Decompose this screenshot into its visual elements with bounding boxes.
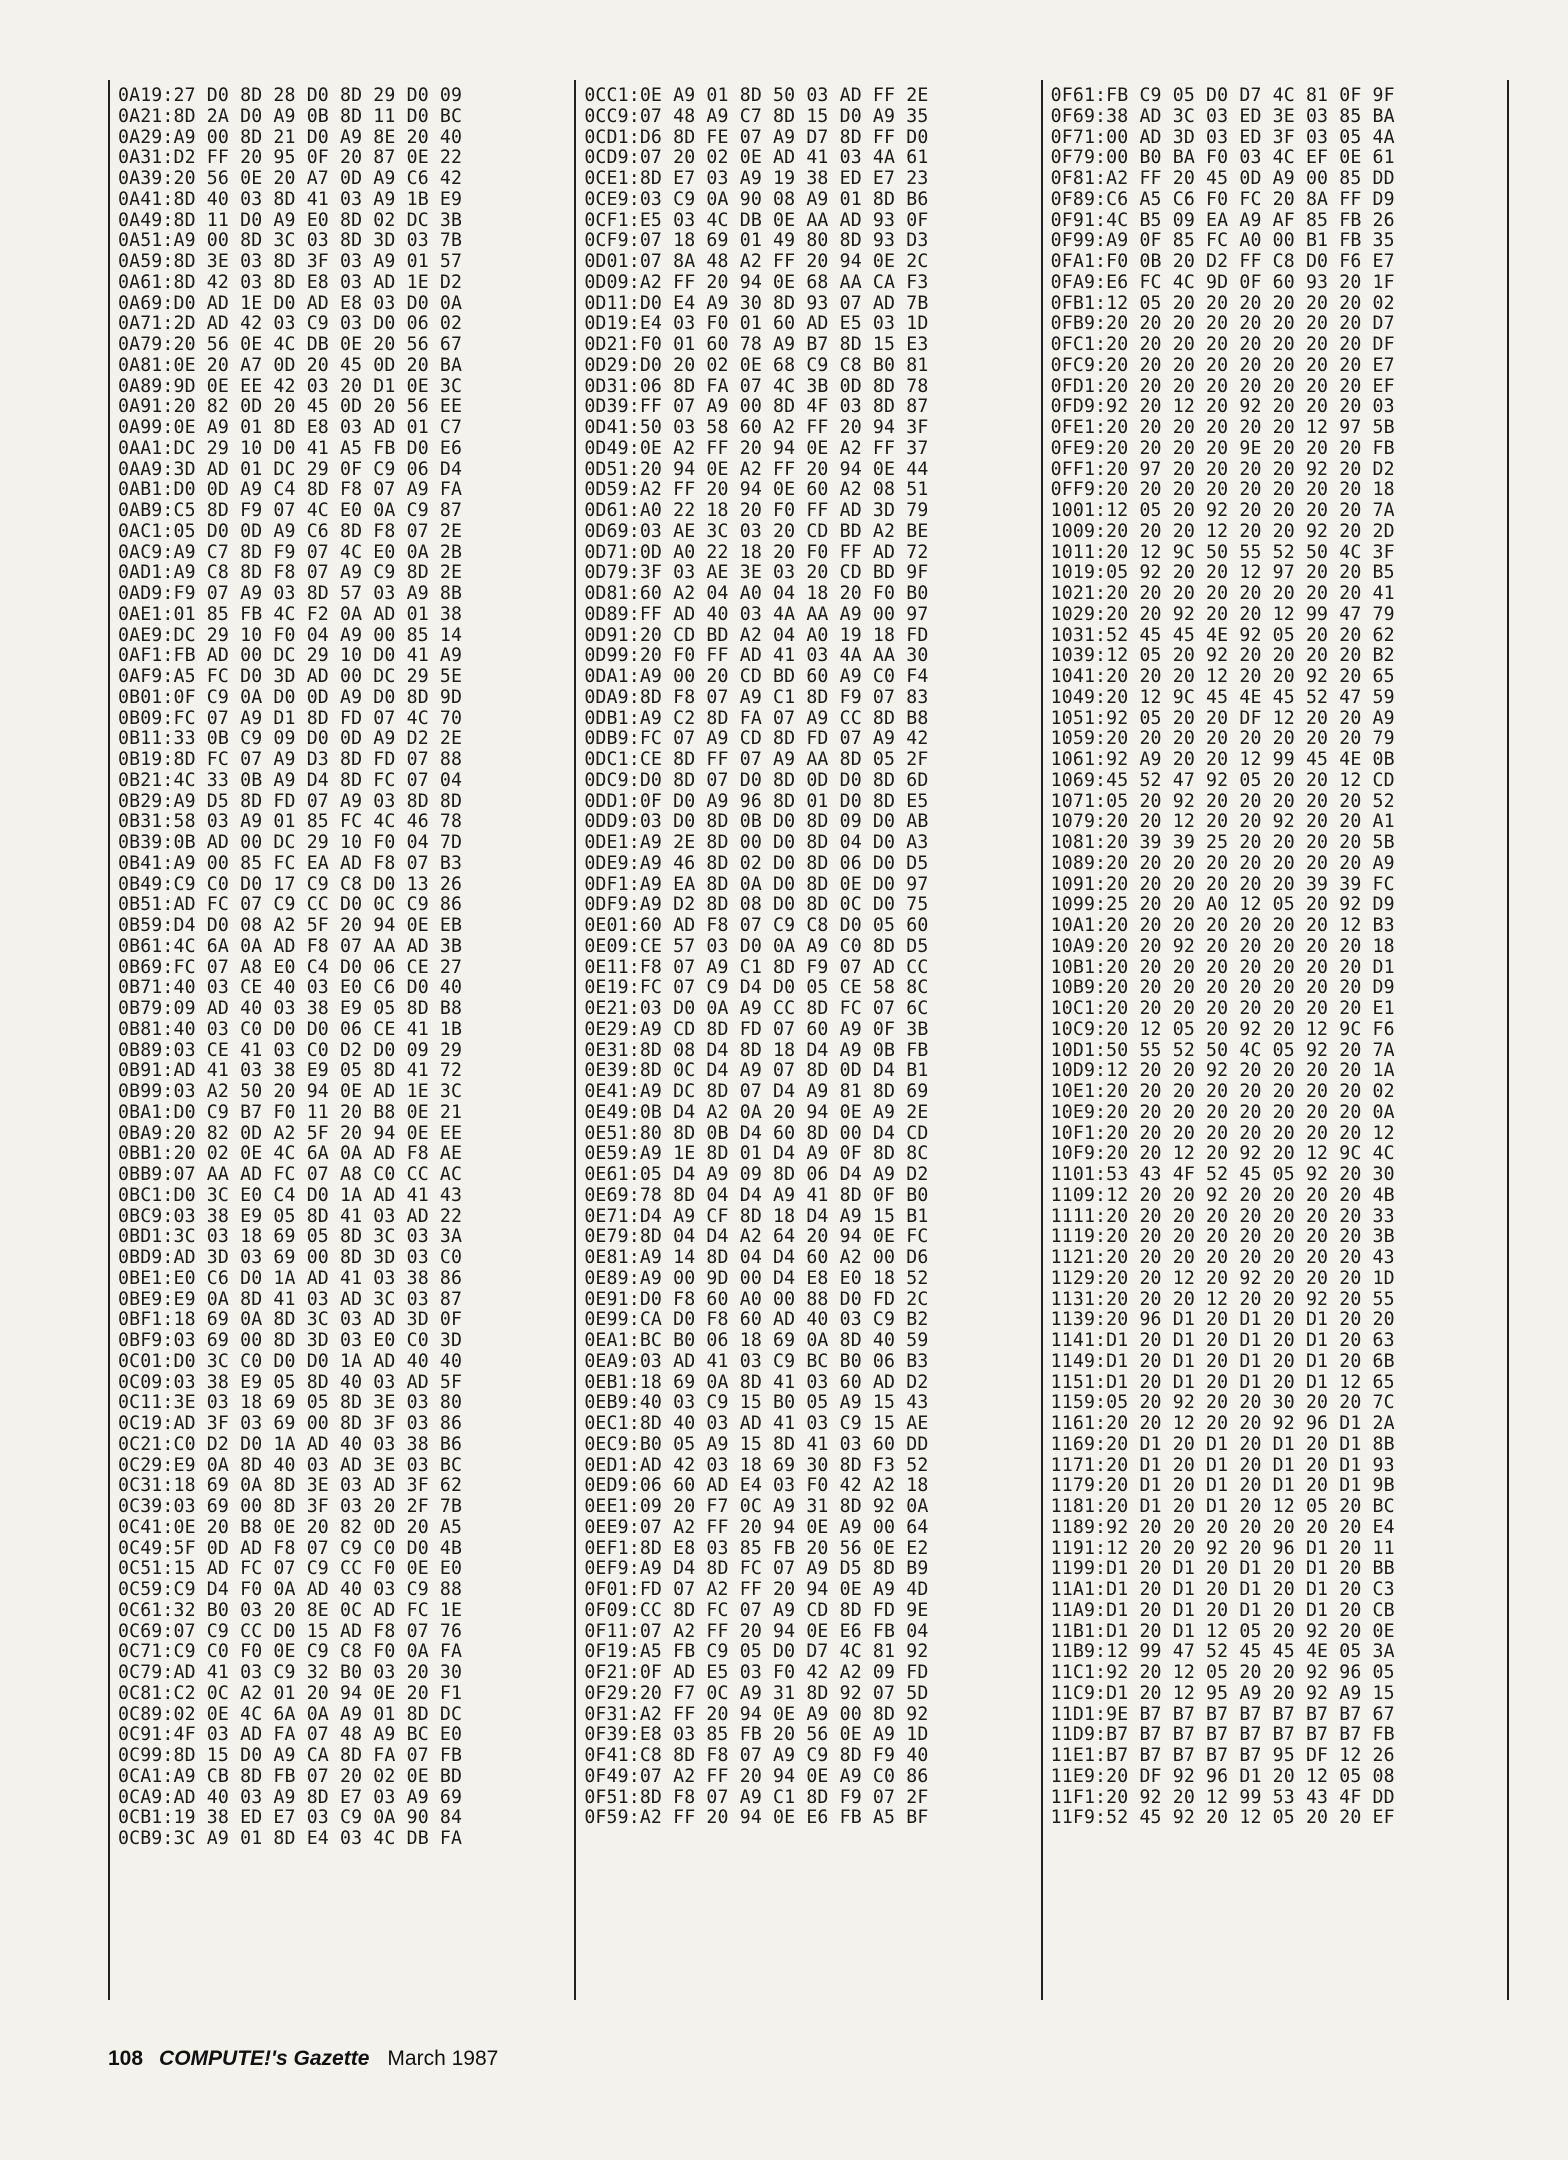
listing-line: 0E41:A9 DC 8D 07 D4 A9 81 8D 69 — [584, 1081, 929, 1102]
listing-line: 0E49:0B D4 A2 0A 20 94 0E A9 2E — [584, 1101, 929, 1123]
listing-line: 0EC9:B0 05 A9 15 8D 41 03 60 DD — [584, 1433, 929, 1455]
listing-line: 0A49:8D 11 D0 A9 E0 8D 02 DC 3B — [118, 209, 463, 231]
listing-line: 0CD1:D6 8D FE 07 A9 D7 8D FF D0 — [584, 126, 929, 148]
listing-line: 0D61:A0 22 18 20 F0 FF AD 3D 79 — [584, 500, 929, 521]
listing-line: 0C01:D0 3C C0 D0 D0 1A AD 40 40 — [118, 1350, 463, 1372]
listing-line: 11D9:B7 B7 B7 B7 B7 B7 B7 B7 FB — [1050, 1724, 1395, 1746]
listing-line: 0AE9:DC 29 10 F0 04 A9 00 85 14 — [118, 624, 463, 646]
listing-line: 0C91:4F 03 AD FA 07 48 A9 BC E0 — [118, 1724, 463, 1746]
listing-line: 11B9:12 99 47 52 45 45 4E 05 3A — [1050, 1641, 1395, 1663]
page-footer — [108, 2047, 498, 2071]
listing-line: 0F81:A2 FF 20 45 0D A9 00 85 DD — [1050, 168, 1395, 189]
listing-line: 0CE9:03 C9 0A 90 08 A9 01 8D B6 — [584, 188, 929, 210]
listing-line: 0F29:20 F7 0C A9 31 8D 92 07 5D — [584, 1682, 929, 1704]
listing-line: 0BA9:20 82 0D A2 5F 20 94 0E EE — [118, 1122, 463, 1144]
listing-line: 0BF1:18 69 0A 8D 3C 03 AD 3D 0F — [118, 1309, 463, 1331]
listing-line: 0A21:8D 2A D0 A9 0B 8D 11 D0 BC — [118, 105, 463, 127]
listing-line: 1179:20 D1 20 D1 20 D1 20 D1 9B — [1050, 1475, 1395, 1497]
listing-line: 0CA1:A9 CB 8D FB 07 20 02 0E BD — [118, 1765, 463, 1787]
listing-line: 0C89:02 0E 4C 6A 0A A9 01 8D DC — [118, 1703, 463, 1725]
listing-line: 1129:20 20 12 20 92 20 20 20 1D — [1050, 1267, 1395, 1289]
listing-line: 0D69:03 AE 3C 03 20 CD BD A2 BE — [584, 520, 929, 542]
listing-line: 0A51:A9 00 8D 3C 03 8D 3D 03 7B — [118, 230, 463, 252]
listing-line: 0C69:07 C9 CC D0 15 AD F8 07 76 — [118, 1620, 463, 1642]
listing-line: 0DA1:A9 00 20 CD BD 60 A9 C0 F4 — [584, 666, 929, 687]
listing-line: 0E31:8D 08 D4 8D 18 D4 A9 0B FB — [584, 1039, 929, 1061]
listing-line: 1021:20 20 20 20 20 20 20 20 41 — [1050, 583, 1395, 604]
listing-line: 1091:20 20 20 20 20 20 39 39 FC — [1050, 873, 1395, 895]
listing-line: 1139:20 96 D1 20 D1 20 D1 20 20 — [1050, 1309, 1395, 1331]
listing-line: 0D29:D0 20 02 0E 68 C9 C8 B0 81 — [584, 354, 929, 376]
listing-line: 0A81:0E 20 A7 0D 20 45 0D 20 BA — [118, 354, 463, 376]
listing-line: 10B9:20 20 20 20 20 20 20 20 D9 — [1050, 977, 1395, 999]
listing-line: 1069:45 52 47 92 05 20 20 12 CD — [1050, 769, 1395, 791]
listing-line: 0A89:9D 0E EE 42 03 20 D1 0E 3C — [118, 375, 463, 397]
listing-line: 0C79:AD 41 03 C9 32 B0 03 20 30 — [118, 1662, 463, 1683]
listing-line: 0B81:40 03 C0 D0 D0 06 CE 41 1B — [118, 1018, 463, 1040]
listing-line: 1061:92 A9 20 20 12 99 45 4E 0B — [1050, 749, 1395, 770]
listing-line: 1079:20 20 12 20 20 92 20 20 A1 — [1050, 811, 1395, 833]
listing-line: 0B59:D4 D0 08 A2 5F 20 94 0E EB — [118, 915, 463, 936]
listing-line: 1199:D1 20 D1 20 D1 20 D1 20 BB — [1050, 1558, 1395, 1580]
listing-line: 1081:20 39 39 25 20 20 20 20 5B — [1050, 832, 1395, 853]
listing-line: 10C9:20 12 05 20 92 20 12 9C F6 — [1050, 1018, 1395, 1040]
listing-line: 1011:20 12 9C 50 55 52 50 4C 3F — [1050, 541, 1395, 563]
listing-line: 1099:25 20 20 A0 12 05 20 92 D9 — [1050, 894, 1395, 916]
listing-line: 0CC9:07 48 A9 C7 8D 15 D0 A9 35 — [584, 105, 929, 127]
listing-line: 0B91:AD 41 03 38 E9 05 8D 41 72 — [118, 1060, 463, 1082]
listing-line: 0A19:27 D0 8D 28 D0 8D 29 D0 09 — [118, 85, 463, 106]
listing-line: 0DC9:D0 8D 07 D0 8D 0D D0 8D 6D — [584, 769, 929, 791]
listing-line: 0F11:07 A2 FF 20 94 0E E6 FB 04 — [584, 1620, 929, 1642]
listing-line: 10F1:20 20 20 20 20 20 20 20 12 — [1050, 1122, 1395, 1144]
listing-line: 10D1:50 55 52 50 4C 05 92 20 7A — [1050, 1039, 1395, 1061]
listing-line: 0BB1:20 02 0E 4C 6A 0A AD F8 AE — [118, 1143, 463, 1165]
listing-line: 0F91:4C B5 09 EA A9 AF 85 FB 26 — [1050, 209, 1395, 231]
listing-line: 0BC1:D0 3C E0 C4 D0 1A AD 41 43 — [118, 1184, 463, 1206]
listing-line: 0FA9:E6 FC 4C 9D 0F 60 93 20 1F — [1050, 271, 1395, 293]
listing-line: 0F41:C8 8D F8 07 A9 C9 8D F9 40 — [584, 1745, 929, 1766]
listing-line: 0D31:06 8D FA 07 4C 3B 0D 8D 78 — [584, 375, 929, 397]
listing-line: 0C71:C9 C0 F0 0E C9 C8 F0 0A FA — [118, 1641, 463, 1663]
listing-line: 0B49:C9 C0 D0 17 C9 C8 D0 13 26 — [118, 873, 463, 895]
listing-line: 0D21:F0 01 60 78 A9 B7 8D 15 E3 — [584, 334, 929, 355]
listing-line: 0A91:20 82 0D 20 45 0D 20 56 EE — [118, 396, 463, 418]
listing-line: 0B89:03 CE 41 03 C0 D2 D0 09 29 — [118, 1039, 463, 1061]
listing-line: 0C41:0E 20 B8 0E 20 82 0D 20 A5 — [118, 1516, 463, 1538]
listing-line: 0B69:FC 07 A8 E0 C4 D0 06 CE 27 — [118, 956, 463, 978]
listing-line: 10E1:20 20 20 20 20 20 20 20 02 — [1050, 1081, 1395, 1102]
listing-line: 0BE1:E0 C6 D0 1A AD 41 03 38 86 — [118, 1267, 463, 1289]
listing-line: 0C29:E9 0A 8D 40 03 AD 3E 03 BC — [118, 1454, 463, 1476]
listing-line: 0A71:2D AD 42 03 C9 03 D0 06 02 — [118, 313, 463, 335]
listing-line: 0D09:A2 FF 20 94 0E 68 AA CA F3 — [584, 271, 929, 293]
listing-line: 0B29:A9 D5 8D FD 07 A9 03 8D 8D — [118, 790, 463, 812]
listing-line: 1029:20 20 92 20 20 12 99 47 79 — [1050, 603, 1395, 625]
listing-line: 0D99:20 F0 FF AD 41 03 4A AA 30 — [584, 645, 929, 667]
listing-line: 0A99:0E A9 01 8D E8 03 AD 01 C7 — [118, 417, 463, 438]
listing-line: 0D01:07 8A 48 A2 FF 20 94 0E 2C — [584, 251, 929, 272]
listing-line: 11B1:D1 20 D1 12 05 20 92 20 0E — [1050, 1620, 1395, 1642]
listing-line: 0CD9:07 20 02 0E AD 41 03 4A 61 — [584, 147, 929, 169]
listing-line: 1191:12 20 20 92 20 96 D1 20 11 — [1050, 1537, 1395, 1559]
listing-line: 0FB1:12 05 20 20 20 20 20 20 02 — [1050, 292, 1395, 314]
listing-line: 1109:12 20 20 92 20 20 20 20 4B — [1050, 1184, 1395, 1206]
listing-line: 0D51:20 94 0E A2 FF 20 94 0E 44 — [584, 458, 929, 480]
listing-line: 10D9:12 20 20 92 20 20 20 20 1A — [1050, 1060, 1395, 1082]
listing-line: 11C1:92 20 12 05 20 20 92 96 05 — [1050, 1662, 1395, 1683]
listing-line: 0A59:8D 3E 03 8D 3F 03 A9 01 57 — [118, 251, 463, 272]
listing-column-1 — [110, 80, 574, 2000]
listing-line: 0E01:60 AD F8 07 C9 C8 D0 05 60 — [584, 915, 929, 936]
listing-line: 1149:D1 20 D1 20 D1 20 D1 20 6B — [1050, 1350, 1395, 1372]
listing-line: 0A29:A9 00 8D 21 D0 A9 8E 20 40 — [118, 126, 463, 148]
listing-line: 11E1:B7 B7 B7 B7 B7 95 DF 12 26 — [1050, 1745, 1395, 1766]
listing-line: 0C21:C0 D2 D0 1A AD 40 03 38 B6 — [118, 1433, 463, 1455]
listing-line: 0BF9:03 69 00 8D 3D 03 E0 C0 3D — [118, 1330, 463, 1351]
listing-line: 0B79:09 AD 40 03 38 E9 05 8D B8 — [118, 998, 463, 1019]
listing-line: 0FC9:20 20 20 20 20 20 20 20 E7 — [1050, 354, 1395, 376]
listing-line: 0ED9:06 60 AD E4 03 F0 42 A2 18 — [584, 1475, 929, 1497]
listing-line: 0DE9:A9 46 8D 02 D0 8D 06 D0 D5 — [584, 852, 929, 874]
listing-line: 0E91:D0 F8 60 A0 00 88 D0 FD 2C — [584, 1288, 929, 1310]
listing-line: 0DF9:A9 D2 8D 08 D0 8D 0C D0 75 — [584, 894, 929, 916]
listing-line: 0B41:A9 00 85 FC EA AD F8 07 B3 — [118, 852, 463, 874]
listing-line: 0EC1:8D 40 03 AD 41 03 C9 15 AE — [584, 1413, 929, 1434]
listing-column-3 — [1041, 80, 1507, 2000]
listing-line: 0C99:8D 15 D0 A9 CA 8D FA 07 FB — [118, 1745, 463, 1766]
listing-line: 0AA9:3D AD 01 DC 29 0F C9 06 D4 — [118, 458, 463, 480]
listing-line: 0A41:8D 40 03 8D 41 03 A9 1B E9 — [118, 188, 463, 210]
listing-line: 11A9:D1 20 D1 20 D1 20 D1 20 CB — [1050, 1599, 1395, 1621]
listing-line: 0AB1:D0 0D A9 C4 8D F8 07 A9 FA — [118, 479, 463, 501]
listing-line: 0DD9:03 D0 8D 0B D0 8D 09 D0 AB — [584, 811, 929, 833]
listing-line: 0BB9:07 AA AD FC 07 A8 C0 CC AC — [118, 1164, 463, 1185]
listing-line: 0CF9:07 18 69 01 49 80 8D 93 D3 — [584, 230, 929, 252]
listing-line: 0B51:AD FC 07 C9 CC D0 0C C9 86 — [118, 894, 463, 916]
listing-line: 0F71:00 AD 3D 03 ED 3F 03 05 4A — [1050, 126, 1395, 148]
listing-line: 1121:20 20 20 20 20 20 20 20 43 — [1050, 1247, 1395, 1268]
listing-line: 0A61:8D 42 03 8D E8 03 AD 1E D2 — [118, 271, 463, 293]
listing-line: 0AC1:05 D0 0D A9 C6 8D F8 07 2E — [118, 520, 463, 542]
listing-line: 0AA1:DC 29 10 D0 41 A5 FB D0 E6 — [118, 437, 463, 459]
listing-line: 0E79:8D 04 D4 A2 64 20 94 0E FC — [584, 1226, 929, 1248]
listing-line: 11F9:52 45 92 20 12 05 20 20 EF — [1050, 1807, 1395, 1829]
listing-line: 0DC1:CE 8D FF 07 A9 AA 8D 05 2F — [584, 749, 929, 770]
listing-line: 0BC9:03 38 E9 05 8D 41 03 AD 22 — [118, 1205, 463, 1227]
listing-line: 10E9:20 20 20 20 20 20 20 20 0A — [1050, 1101, 1395, 1123]
listing-line: 0F09:CC 8D FC 07 A9 CD 8D FD 9E — [584, 1599, 929, 1621]
listing-line: 0FB9:20 20 20 20 20 20 20 20 D7 — [1050, 313, 1395, 335]
listing-line: 0BD9:AD 3D 03 69 00 8D 3D 03 C0 — [118, 1247, 463, 1268]
listing-line: 0D19:E4 03 F0 01 60 AD E5 03 1D — [584, 313, 929, 335]
listing-line: 0CF1:E5 03 4C DB 0E AA AD 93 0F — [584, 209, 929, 231]
listing-line: 0B01:0F C9 0A D0 0D A9 D0 8D 9D — [118, 686, 463, 708]
listing-line: 0E89:A9 00 9D 00 D4 E8 E0 18 52 — [584, 1267, 929, 1289]
listing-line: 0A79:20 56 0E 4C DB 0E 20 56 67 — [118, 334, 463, 355]
listing-line: 0E61:05 D4 A9 09 8D 06 D4 A9 D2 — [584, 1164, 929, 1185]
listing-line: 0FF1:20 97 20 20 20 20 92 20 D2 — [1050, 458, 1395, 480]
listing-line: 1059:20 20 20 20 20 20 20 20 79 — [1050, 728, 1395, 750]
magazine-title: COMPUTE!'s Gazette — [159, 2047, 370, 2070]
listing-line: 0DB9:FC 07 A9 CD 8D FD 07 A9 42 — [584, 728, 929, 750]
listing-line: 0C31:18 69 0A 8D 3E 03 AD 3F 62 — [118, 1475, 463, 1497]
listing-line: 0FC1:20 20 20 20 20 20 20 20 DF — [1050, 334, 1395, 355]
listing-line: 0BE9:E9 0A 8D 41 03 AD 3C 03 87 — [118, 1288, 463, 1310]
listing-line: 1089:20 20 20 20 20 20 20 20 A9 — [1050, 852, 1395, 874]
listing-column-2 — [574, 80, 1040, 2000]
listing-line: 0F01:FD 07 A2 FF 20 94 0E A9 4D — [584, 1579, 929, 1600]
listing-line: 0EE1:09 20 F7 0C A9 31 8D 92 0A — [584, 1496, 929, 1517]
listing-line: 0F59:A2 FF 20 94 0E E6 FB A5 BF — [584, 1807, 929, 1829]
listing-line: 0AD1:A9 C8 8D F8 07 A9 C9 8D 2E — [118, 562, 463, 584]
listing-line: 0CE1:8D E7 03 A9 19 38 ED E7 23 — [584, 168, 929, 189]
listing-line: 0A69:D0 AD 1E D0 AD E8 03 D0 0A — [118, 292, 463, 314]
listing-line: 1141:D1 20 D1 20 D1 20 D1 20 63 — [1050, 1330, 1395, 1351]
listing-line: 0D49:0E A2 FF 20 94 0E A2 FF 37 — [584, 437, 929, 459]
listing-line: 0C59:C9 D4 F0 0A AD 40 03 C9 88 — [118, 1579, 463, 1600]
listing-line: 0E69:78 8D 04 D4 A9 41 8D 0F B0 — [584, 1184, 929, 1206]
listing-line: 0E51:80 8D 0B D4 60 8D 00 D4 CD — [584, 1122, 929, 1144]
listing-line: 0AE1:01 85 FB 4C F2 0A AD 01 38 — [118, 603, 463, 625]
listing-line: 1071:05 20 92 20 20 20 20 20 52 — [1050, 790, 1395, 812]
listing-line: 0CC1:0E A9 01 8D 50 03 AD FF 2E — [584, 85, 929, 106]
listing-line: 0D59:A2 FF 20 94 0E 60 A2 08 51 — [584, 479, 929, 501]
listing-line: 0EE9:07 A2 FF 20 94 0E A9 00 64 — [584, 1516, 929, 1538]
listing-line: 0E59:A9 1E 8D 01 D4 A9 0F 8D 8C — [584, 1143, 929, 1165]
listing-line: 0C81:C2 0C A2 01 20 94 0E 20 F1 — [118, 1682, 463, 1704]
listing-line: 0FF9:20 20 20 20 20 20 20 20 18 — [1050, 479, 1395, 501]
listing-line: 0C09:03 38 E9 05 8D 40 03 AD 5F — [118, 1371, 463, 1393]
listing-line: 1051:92 05 20 20 DF 12 20 20 A9 — [1050, 707, 1395, 729]
listing-line: 0DA9:8D F8 07 A9 C1 8D F9 07 83 — [584, 686, 929, 708]
listing-line: 0ED1:AD 42 03 18 69 30 8D F3 52 — [584, 1454, 929, 1476]
listing-line: 1019:05 92 20 20 12 97 20 20 B5 — [1050, 562, 1395, 584]
listing-line: 0E39:8D 0C D4 A9 07 8D 0D D4 B1 — [584, 1060, 929, 1082]
listing-line: 0B21:4C 33 0B A9 D4 8D FC 07 04 — [118, 769, 463, 791]
listing-line: 1161:20 20 12 20 20 92 96 D1 2A — [1050, 1413, 1395, 1434]
listing-line: 0F89:C6 A5 C6 F0 FC 20 8A FF D9 — [1050, 188, 1395, 210]
listing-line: 11C9:D1 20 12 95 A9 20 92 A9 15 — [1050, 1682, 1395, 1704]
listing-line: 0CB9:3C A9 01 8D E4 03 4C DB FA — [118, 1828, 463, 1849]
listing-line: 10A1:20 20 20 20 20 20 20 12 B3 — [1050, 915, 1395, 936]
listing-line: 1001:12 05 20 92 20 20 20 20 7A — [1050, 500, 1395, 521]
listing-line: 0AF1:FB AD 00 DC 29 10 D0 41 A9 — [118, 645, 463, 667]
listing-line: 0D41:50 03 58 60 A2 FF 20 94 3F — [584, 417, 929, 438]
listing-line: 0C11:3E 03 18 69 05 8D 3E 03 80 — [118, 1392, 463, 1414]
listing-line: 0D79:3F 03 AE 3E 03 20 CD BD 9F — [584, 562, 929, 584]
listing-line: 1041:20 20 20 12 20 20 92 20 65 — [1050, 666, 1395, 687]
listing-line: 0A39:20 56 0E 20 A7 0D A9 C6 42 — [118, 168, 463, 189]
listing-line: 0B09:FC 07 A9 D1 8D FD 07 4C 70 — [118, 707, 463, 729]
issue-date: March 1987 — [387, 2047, 499, 2070]
listing-line: 0E09:CE 57 03 D0 0A A9 C0 8D D5 — [584, 935, 929, 957]
listing-line: 0F21:0F AD E5 03 F0 42 A2 09 FD — [584, 1662, 929, 1683]
listing-line: 0E11:F8 07 A9 C1 8D F9 07 AD CC — [584, 956, 929, 978]
listing-line: 1181:20 D1 20 D1 20 12 05 20 BC — [1050, 1496, 1395, 1517]
listing-line: 10A9:20 20 92 20 20 20 20 20 18 — [1050, 935, 1395, 957]
listing-line: 0EB9:40 03 C9 15 B0 05 A9 15 43 — [584, 1392, 929, 1414]
listing-line: 0EF1:8D E8 03 85 FB 20 56 0E E2 — [584, 1537, 929, 1559]
page-number: 108 — [108, 2047, 144, 2070]
listing-line: 0C51:15 AD FC 07 C9 CC F0 0E E0 — [118, 1558, 463, 1580]
listing-line: 0E21:03 D0 0A A9 CC 8D FC 07 6C — [584, 998, 929, 1019]
listing-line: 0AB9:C5 8D F9 07 4C E0 0A C9 87 — [118, 500, 463, 521]
listing-line: 0F31:A2 FF 20 94 0E A9 00 8D 92 — [584, 1703, 929, 1725]
listing-line: 0DE1:A9 2E 8D 00 D0 8D 04 D0 A3 — [584, 832, 929, 853]
listing-line: 0BA1:D0 C9 B7 F0 11 20 B8 0E 21 — [118, 1101, 463, 1123]
listing-line: 1119:20 20 20 20 20 20 20 20 3B — [1050, 1226, 1395, 1248]
listing-line: 0FE9:20 20 20 20 9E 20 20 20 FB — [1050, 437, 1395, 459]
listing-line: 0C39:03 69 00 8D 3F 03 20 2F 7B — [118, 1496, 463, 1517]
listing-line: 10F9:20 20 12 20 92 20 12 9C 4C — [1050, 1143, 1395, 1165]
listing-line: 0BD1:3C 03 18 69 05 8D 3C 03 3A — [118, 1226, 463, 1248]
listing-line: 1171:20 D1 20 D1 20 D1 20 D1 93 — [1050, 1454, 1395, 1476]
listing-line: 0F61:FB C9 05 D0 D7 4C 81 0F 9F — [1050, 85, 1395, 106]
listing-line: 0F79:00 B0 BA F0 03 4C EF 0E 61 — [1050, 147, 1395, 169]
listing-line: 10C1:20 20 20 20 20 20 20 20 E1 — [1050, 998, 1395, 1019]
listing-line: 1111:20 20 20 20 20 20 20 20 33 — [1050, 1205, 1395, 1227]
listing-line: 1169:20 D1 20 D1 20 D1 20 D1 8B — [1050, 1433, 1395, 1455]
listing-line: 0B61:4C 6A 0A AD F8 07 AA AD 3B — [118, 935, 463, 957]
listing-line: 0D81:60 A2 04 A0 04 18 20 F0 B0 — [584, 583, 929, 604]
listing-line: 1009:20 20 20 12 20 20 92 20 2D — [1050, 520, 1395, 542]
listing-line: 1101:53 43 4F 52 45 05 92 20 30 — [1050, 1164, 1395, 1185]
listing-line: 0DD1:0F D0 A9 96 8D 01 D0 8D E5 — [584, 790, 929, 812]
listing-line: 1049:20 12 9C 45 4E 45 52 47 59 — [1050, 686, 1395, 708]
listing-line: 1031:52 45 45 4E 92 05 20 20 62 — [1050, 624, 1395, 646]
listing-line: 0B71:40 03 CE 40 03 E0 C6 D0 40 — [118, 977, 463, 999]
listing-line: 11E9:20 DF 92 96 D1 20 12 05 08 — [1050, 1765, 1395, 1787]
listing-line: 0D11:D0 E4 A9 30 8D 93 07 AD 7B — [584, 292, 929, 314]
listing-line: 0EA1:BC B0 06 18 69 0A 8D 40 59 — [584, 1330, 929, 1351]
listing-line: 1151:D1 20 D1 20 D1 20 D1 12 65 — [1050, 1371, 1395, 1393]
listing-line: 1189:92 20 20 20 20 20 20 20 E4 — [1050, 1516, 1395, 1538]
listing-line: 0F69:38 AD 3C 03 ED 3E 03 85 BA — [1050, 105, 1395, 127]
listing-line: 0CA9:AD 40 03 A9 8D E7 03 A9 69 — [118, 1786, 463, 1808]
listing-line: 0B19:8D FC 07 A9 D3 8D FD 07 88 — [118, 749, 463, 770]
listing-line: 1131:20 20 20 12 20 20 92 20 55 — [1050, 1288, 1395, 1310]
listing-line: 0E99:CA D0 F8 60 AD 40 03 C9 B2 — [584, 1309, 929, 1331]
listing-line: 0F19:A5 FB C9 05 D0 D7 4C 81 92 — [584, 1641, 929, 1663]
listing-line: 0F39:E8 03 85 FB 20 56 0E A9 1D — [584, 1724, 929, 1746]
listing-line: 0D39:FF 07 A9 00 8D 4F 03 8D 87 — [584, 396, 929, 418]
listing-line: 11F1:20 92 20 12 99 53 43 4F DD — [1050, 1786, 1395, 1808]
listing-line: 0F49:07 A2 FF 20 94 0E A9 C0 86 — [584, 1765, 929, 1787]
listing-line: 0E71:D4 A9 CF 8D 18 D4 A9 15 B1 — [584, 1205, 929, 1227]
listing-line: 0D71:0D A0 22 18 20 F0 FF AD 72 — [584, 541, 929, 563]
listing-line: 0FA1:F0 0B 20 D2 FF C8 D0 F6 E7 — [1050, 251, 1395, 272]
listing-line: 0EA9:03 AD 41 03 C9 BC B0 06 B3 — [584, 1350, 929, 1372]
listing-line: 11A1:D1 20 D1 20 D1 20 D1 20 C3 — [1050, 1579, 1395, 1600]
listing-line: 0C19:AD 3F 03 69 00 8D 3F 03 86 — [118, 1413, 463, 1434]
listing-line: 0E81:A9 14 8D 04 D4 60 A2 00 D6 — [584, 1247, 929, 1268]
listing-line: 0AF9:A5 FC D0 3D AD 00 DC 29 5E — [118, 666, 463, 687]
listing-line: 0FE1:20 20 20 20 20 20 12 97 5B — [1050, 417, 1395, 438]
listing-line: 10B1:20 20 20 20 20 20 20 20 D1 — [1050, 956, 1395, 978]
listing-line: 0A31:D2 FF 20 95 0F 20 87 0E 22 — [118, 147, 463, 169]
listing-line: 0DB1:A9 C2 8D FA 07 A9 CC 8D B8 — [584, 707, 929, 729]
listing-line: 0D89:FF AD 40 03 4A AA A9 00 97 — [584, 603, 929, 625]
listing-line: 0F51:8D F8 07 A9 C1 8D F9 07 2F — [584, 1786, 929, 1808]
listing-line: 0B31:58 03 A9 01 85 FC 4C 46 78 — [118, 811, 463, 833]
listing-line: 0EB1:18 69 0A 8D 41 03 60 AD D2 — [584, 1371, 929, 1393]
listing-line: 0B99:03 A2 50 20 94 0E AD 1E 3C — [118, 1081, 463, 1102]
listing-line: 1159:05 20 92 20 20 30 20 20 7C — [1050, 1392, 1395, 1414]
listing-line: 0EF9:A9 D4 8D FC 07 A9 D5 8D B9 — [584, 1558, 929, 1580]
listing-line: 0FD1:20 20 20 20 20 20 20 20 EF — [1050, 375, 1395, 397]
listing-line: 0F99:A9 0F 85 FC A0 00 B1 FB 35 — [1050, 230, 1395, 252]
listing-line: 11D1:9E B7 B7 B7 B7 B7 B7 B7 67 — [1050, 1703, 1395, 1725]
listing-line: 0DF1:A9 EA 8D 0A D0 8D 0E D0 97 — [584, 873, 929, 895]
listing-line: 0CB1:19 38 ED E7 03 C9 0A 90 84 — [118, 1807, 463, 1829]
listing-line: 0E29:A9 CD 8D FD 07 60 A9 0F 3B — [584, 1018, 929, 1040]
hex-listing — [108, 80, 1509, 2000]
listing-line: 0C61:32 B0 03 20 8E 0C AD FC 1E — [118, 1599, 463, 1621]
listing-line: 0AD9:F9 07 A9 03 8D 57 03 A9 8B — [118, 583, 463, 604]
listing-line: 0C49:5F 0D AD F8 07 C9 C0 D0 4B — [118, 1537, 463, 1559]
listing-line: 0B39:0B AD 00 DC 29 10 F0 04 7D — [118, 832, 463, 853]
listing-line: 0D91:20 CD BD A2 04 A0 19 18 FD — [584, 624, 929, 646]
listing-line: 0AC9:A9 C7 8D F9 07 4C E0 0A 2B — [118, 541, 463, 563]
listing-line: 1039:12 05 20 92 20 20 20 20 B2 — [1050, 645, 1395, 667]
listing-line: 0FD9:92 20 12 20 92 20 20 20 03 — [1050, 396, 1395, 418]
listing-line: 0B11:33 0B C9 09 D0 0D A9 D2 2E — [118, 728, 463, 750]
listing-line: 0E19:FC 07 C9 D4 D0 05 CE 58 8C — [584, 977, 929, 999]
